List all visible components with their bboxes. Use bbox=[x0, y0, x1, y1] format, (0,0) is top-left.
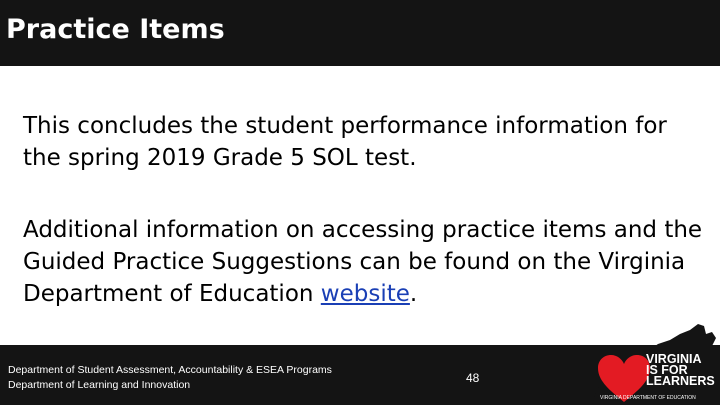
footer-line-1: Department of Student Assessment, Accountability & ESEA Programs bbox=[8, 364, 332, 376]
title-bar bbox=[0, 0, 720, 66]
slide-title: Practice Items bbox=[6, 14, 225, 45]
paragraph-additional-info bbox=[23, 214, 703, 310]
paragraph-additional-text: Additional information on accessing practice items and the Guided Practice Suggestions can be found on the Virginia Department of Education bbox=[23, 217, 703, 307]
footer-departments bbox=[8, 363, 332, 393]
website-link[interactable]: website bbox=[320, 281, 410, 307]
logo-line-3: LEARNERS bbox=[646, 374, 715, 388]
logo-line-2: IS FOR bbox=[646, 363, 688, 377]
paragraph-conclusion: This concludes the student performance information for the spring 2019 Grade 5 SOL test. bbox=[23, 113, 667, 171]
slide-body bbox=[23, 110, 703, 310]
logo-subtitle: VIRGINIA DEPARTMENT OF EDUCATION bbox=[600, 395, 696, 401]
page-number: 48 bbox=[466, 371, 480, 385]
footer-line-2: Department of Learning and Innovation bbox=[8, 379, 191, 391]
logo-line-1: VIRGINIA bbox=[646, 352, 702, 366]
logo-wordmark bbox=[646, 354, 715, 387]
paragraph-period: . bbox=[409, 281, 418, 307]
